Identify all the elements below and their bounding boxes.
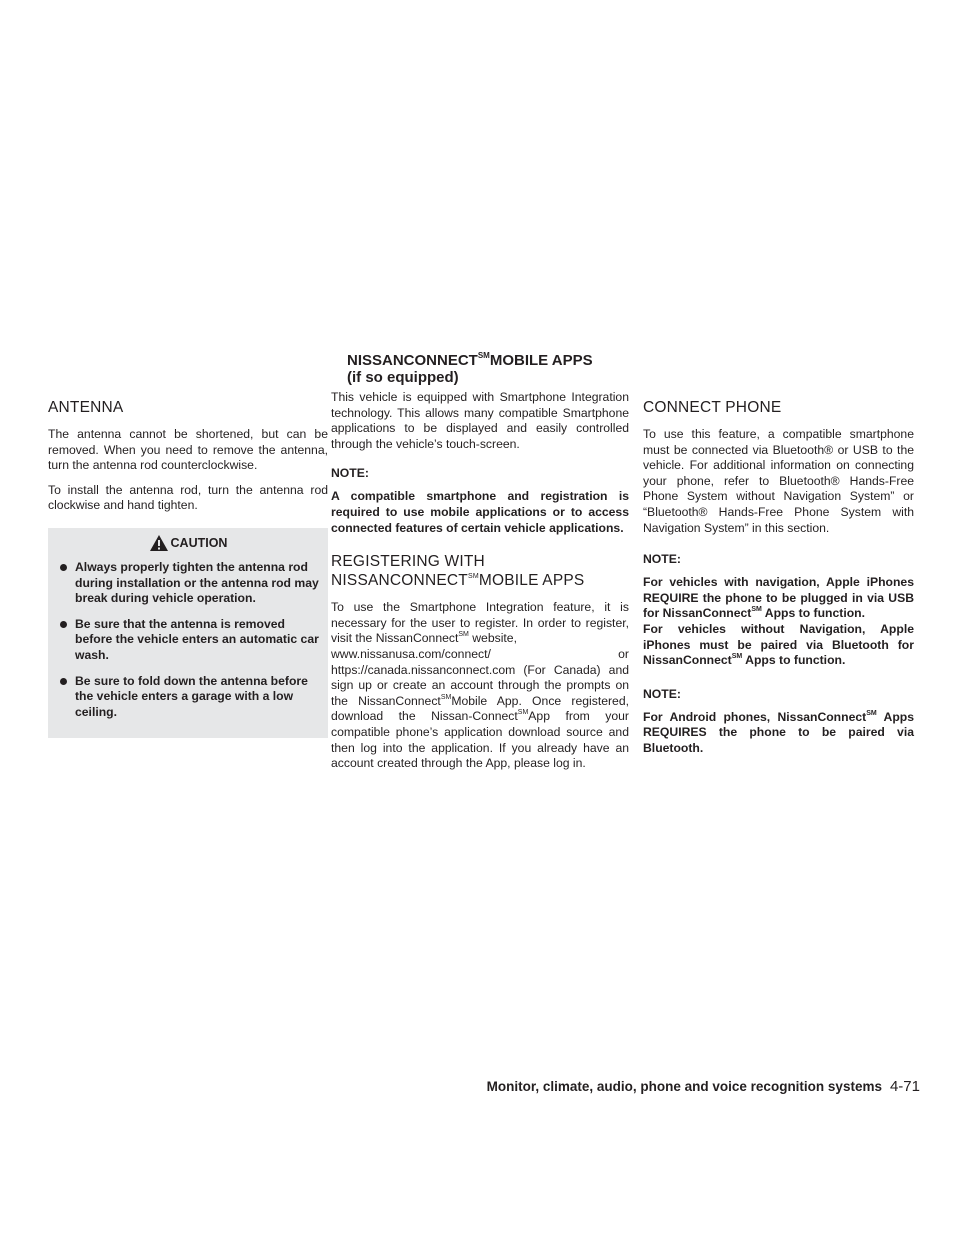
- service-mark: SM: [458, 631, 469, 639]
- note-label: NOTE:: [331, 466, 369, 481]
- caution-list: [56, 560, 320, 720]
- note-label: NOTE:: [643, 686, 681, 701]
- service-mark: SM: [751, 606, 762, 614]
- column-connect-phone: [643, 398, 914, 767]
- connect-paragraph: To use this feature, a compatible smartphone must be connected via Bluetooth® or USB to the vehicle. For additional information on connecting your phone, refer to Bluetooth® Hands-Free Phone System without Navigation System” or “Bluetooth® Hands-Free Phone System with Navigation System” in this section.: [643, 427, 914, 535]
- registering-heading: [331, 552, 629, 590]
- antenna-heading: ANTENNA: [48, 399, 124, 416]
- section-title: [347, 352, 593, 386]
- smartphone-intro: This vehicle is equipped with Smartphone Integration technology. This allows many compatible Smartphone applications to be displayed and easily controlled through the vehicle’s touch-screen.: [331, 390, 629, 451]
- service-mark: SM: [467, 573, 479, 580]
- service-mark: SM: [517, 709, 529, 717]
- caution-header: [56, 532, 320, 554]
- bullet-icon: [60, 678, 67, 685]
- page-number: 4-71: [889, 1078, 920, 1095]
- bullet-icon: [60, 564, 67, 571]
- section-title-main: NISSANCONNECT: [347, 352, 478, 369]
- url-line: [331, 647, 629, 663]
- connect-phone-heading: CONNECT PHONE: [643, 399, 782, 416]
- registering-paragraph: [331, 600, 629, 772]
- note-text: Apps to function.: [745, 653, 846, 668]
- note-iphone-no-nav: [643, 622, 914, 669]
- column-antenna: [48, 398, 328, 738]
- note-text: For vehicles without Navigation, Apple iPhones must be paired via Bluetooth for NissanConnect: [643, 621, 914, 668]
- registering-heading-line2b: MOBILE APPS: [478, 572, 585, 590]
- section-title-sub: (if so equipped): [347, 369, 459, 386]
- nissan-url-link[interactable]: www.nissanusa.com/connect/: [331, 646, 491, 661]
- caution-title: CAUTION: [170, 535, 228, 550]
- caution-item-text: Always properly tighten the antenna rod during installation or the antenna rod may break during vehicle operation.: [75, 559, 319, 606]
- chapter-title: Monitor, climate, audio, phone and voice recognition systems: [486, 1079, 882, 1094]
- service-mark: SM: [477, 351, 490, 360]
- section-title-main-b: MOBILE APPS: [489, 352, 593, 369]
- note-text: Apps REQUIRES the phone to be paired via Bluetooth.: [643, 709, 915, 755]
- caution-item-text: Be sure to fold down the antenna before the vehicle enters a garage with a low ceiling.: [75, 673, 308, 719]
- reg-text-c: https://canada.nissanconnect.com (For Canada) and sign up or create an account through the prompts on the NissanConnect: [331, 662, 629, 708]
- service-mark: SM: [866, 709, 877, 717]
- note-text: Apps to function.: [764, 606, 865, 621]
- caution-item-text: Be sure that the antenna is removed before the vehicle enters an automatic car wash.: [75, 616, 319, 662]
- bullet-icon: [60, 621, 67, 628]
- note-android: [643, 710, 914, 757]
- warning-icon: [149, 534, 169, 552]
- reg-text-a: To use the Smartphone Integration feature, it is necessary for the user to register. In order to register, visit the NissanConnect: [331, 600, 629, 646]
- registering-heading-line2: NISSANCONNECT: [331, 572, 468, 590]
- reg-text-d: Mobile App. Once registered, download the Nissan-Connect: [331, 693, 629, 724]
- caution-item: [56, 560, 320, 607]
- column-registration: [331, 390, 629, 781]
- reg-or: or: [618, 646, 629, 661]
- note-text: For Android phones, NissanConnect: [643, 709, 867, 724]
- caution-item: [56, 617, 320, 664]
- service-mark: SM: [731, 653, 743, 661]
- reg-text-e: App from your compatible phone’s application download source and then log into the application. If you already have an account created through the App, please log in.: [331, 709, 629, 771]
- antenna-paragraph-2: To install the antenna rod, turn the antenna rod clockwise and hand tighten.: [48, 482, 328, 513]
- note-text: A compatible smartphone and registration is required to use mobile applications or to access connected features of certain vehicle applications.: [331, 489, 629, 535]
- note-label: NOTE:: [643, 552, 681, 567]
- reg-text-b: website,: [468, 631, 517, 646]
- note-text: For vehicles with navigation, Apple iPhones REQUIRE the phone to be plugged in via USB for NissanConnect: [643, 575, 914, 621]
- page-footer: [487, 1078, 920, 1095]
- caution-box: [48, 528, 328, 738]
- note-iphone-nav: [643, 575, 914, 622]
- caution-item: [56, 674, 320, 721]
- registering-heading-line1: REGISTERING WITH: [331, 553, 485, 571]
- antenna-paragraph-1: The antenna cannot be shortened, but can be removed. When you need to remove the antenna, turn the antenna rod counterclockwise.: [48, 427, 328, 473]
- service-mark: SM: [440, 693, 452, 701]
